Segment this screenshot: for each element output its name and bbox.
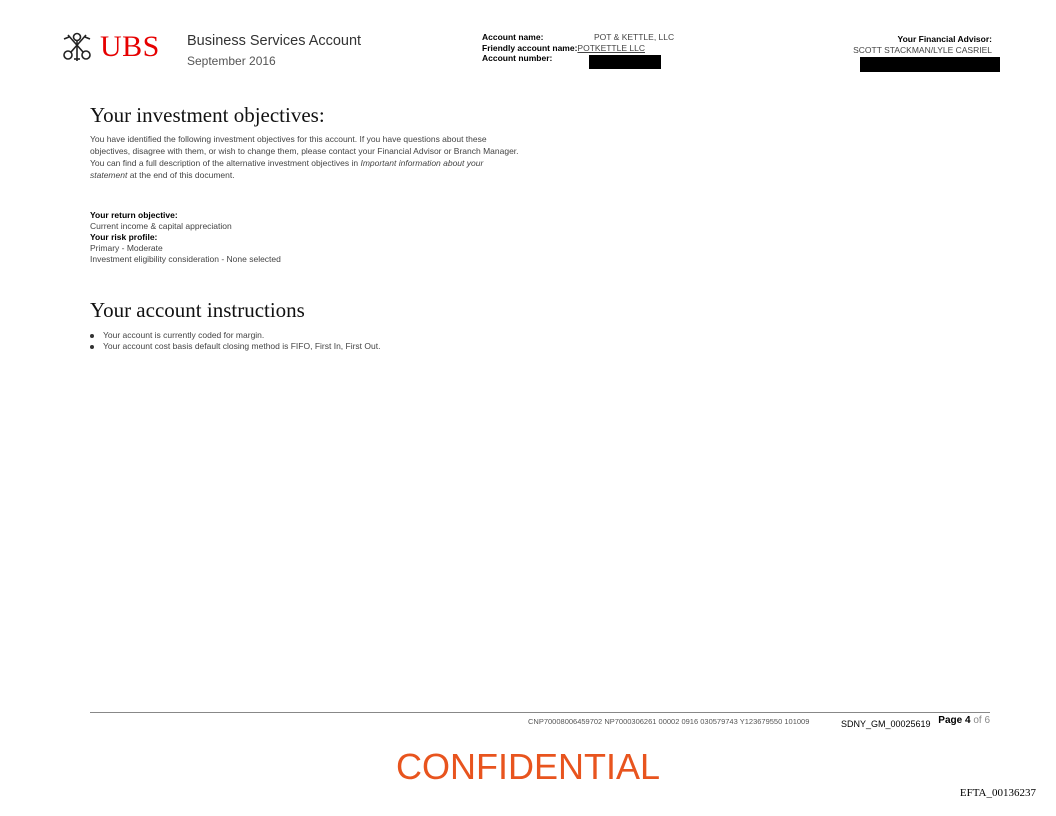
list-item xyxy=(90,330,380,341)
bates-number: SDNY_GM_00025619 xyxy=(841,719,931,729)
statement-date: September 2016 xyxy=(187,54,276,68)
account-name-value: POT & KETTLE, LLC xyxy=(594,32,675,42)
objectives-paragraph xyxy=(90,133,520,181)
account-name-row xyxy=(482,32,674,43)
risk-profile-value: Primary - Moderate xyxy=(90,243,163,253)
advisor-label: Your Financial Advisor: xyxy=(897,34,992,44)
instruction-text: Your account is currently coded for margin. xyxy=(103,330,265,340)
account-number-redaction xyxy=(589,55,661,69)
friendly-name-row xyxy=(482,43,674,54)
page-current: 4 xyxy=(964,715,971,726)
footer-divider xyxy=(90,712,990,713)
objectives-para-text-1: You have identified the following investment objectives for this account. If you have questions about these objectives, disagree with them, or wish to change them, please contact your Financial Advisor or Branch Manager. You can find a full description of the alternative investment objectives in xyxy=(90,134,519,168)
account-name-label: Account name: xyxy=(482,32,544,42)
account-number-label: Account number: xyxy=(482,53,553,63)
bullet-icon xyxy=(90,345,94,349)
page-number xyxy=(938,715,990,726)
friendly-name-value: POTKETTLE LLC xyxy=(577,42,645,53)
return-objective-label: Your return objective: xyxy=(90,210,178,220)
page-of: of xyxy=(973,715,982,726)
eligibility-consideration: Investment eligibility consideration - None selected xyxy=(90,254,281,264)
advisor-info xyxy=(853,34,992,55)
objectives-para-italic: Important information about your statement xyxy=(90,158,484,180)
instruction-text: Your account cost basis default closing method is FIFO, First In, First Out. xyxy=(103,341,381,351)
instructions-heading: Your account instructions xyxy=(90,298,305,322)
account-type: Business Services Account xyxy=(187,33,362,49)
keys-icon xyxy=(60,31,94,63)
ubs-logo xyxy=(60,30,160,64)
list-item xyxy=(90,341,380,352)
instructions-list xyxy=(90,330,380,352)
bullet-icon xyxy=(90,334,94,338)
footer-code: CNP70008006459702 NP7000306261 00002 0916 030579743 Y123679550 101009 xyxy=(528,717,810,726)
objectives-heading: Your investment objectives: xyxy=(90,103,325,127)
risk-profile-label: Your risk profile: xyxy=(90,232,158,242)
advisor-redaction xyxy=(860,57,1000,72)
page-total: 6 xyxy=(984,715,990,726)
logo-text: UBS xyxy=(100,30,160,63)
efta-number: EFTA_00136237 xyxy=(959,787,1036,799)
advisor-name: SCOTT STACKMAN/LYLE CASRIEL xyxy=(853,44,992,55)
return-objective-value: Current income & capital appreciation xyxy=(90,221,232,231)
page-label: Page xyxy=(938,715,963,726)
confidential-stamp: CONFIDENTIAL xyxy=(395,746,661,787)
objectives-details xyxy=(90,210,281,265)
friendly-name-label: Friendly account name: xyxy=(482,42,578,53)
objectives-para-text-2: at the end of this document. xyxy=(129,170,235,180)
